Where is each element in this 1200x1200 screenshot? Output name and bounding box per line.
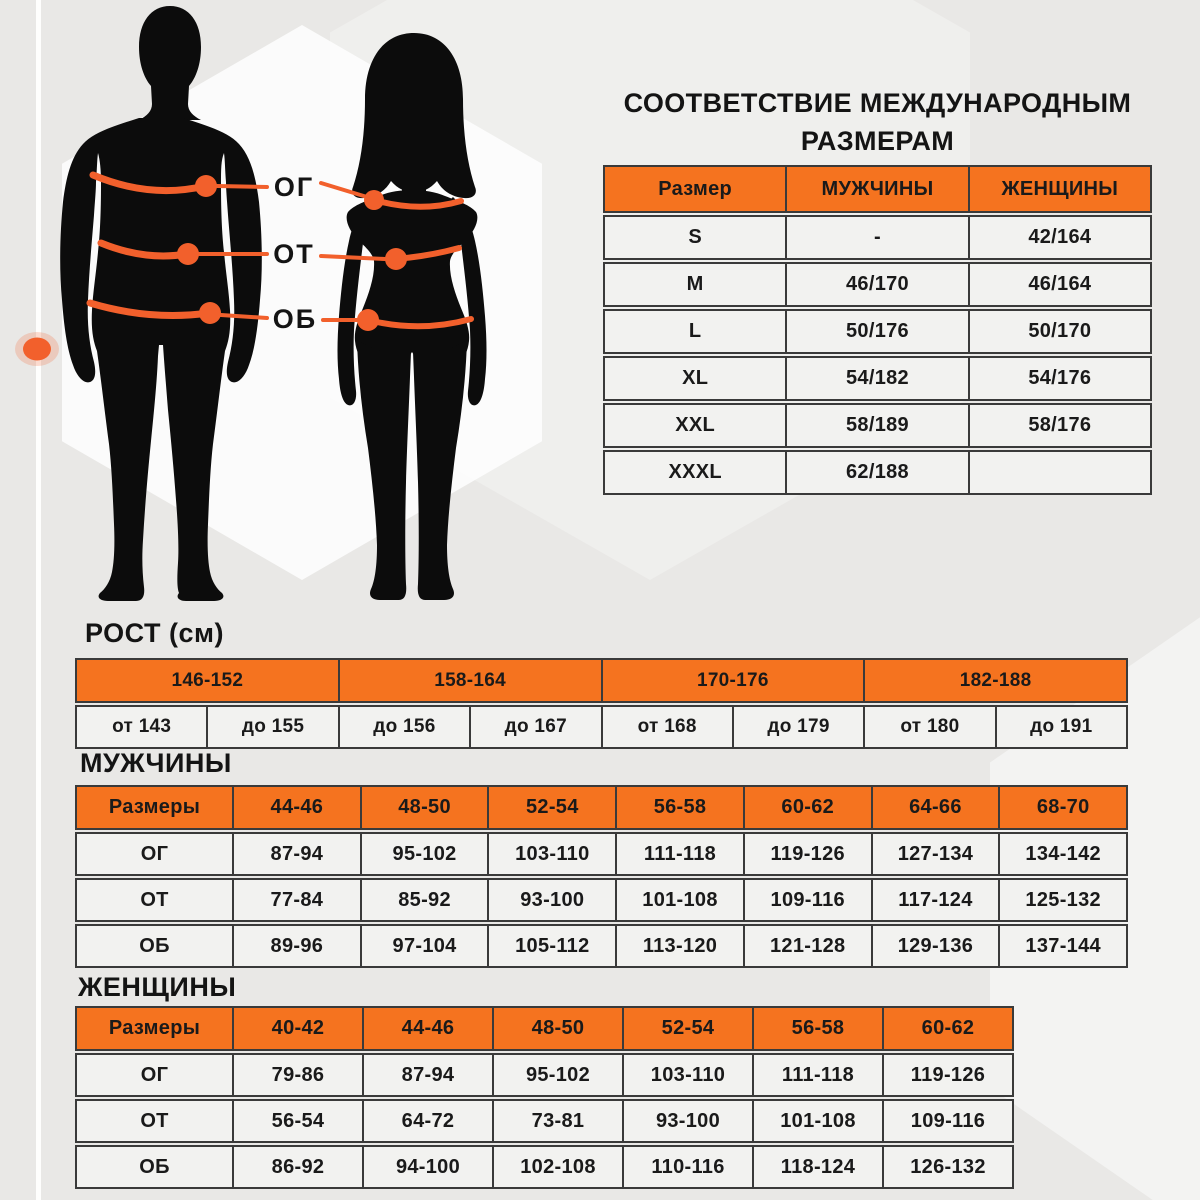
value-cell: 54/182 (785, 356, 969, 401)
size-header-cell: 64-66 (871, 785, 1001, 830)
height-section-title: РОСТ (см) (85, 618, 224, 648)
table-row (603, 450, 1152, 495)
table-row (75, 1053, 1014, 1097)
women-section-title: ЖЕНЩИНЫ (78, 972, 237, 1002)
table-header-row (75, 785, 1128, 830)
waist-dot-male (177, 243, 199, 265)
height-range-cell: 170-176 (601, 658, 866, 703)
intl-title-line2: РАЗМЕРАМ (800, 126, 955, 156)
value-cell: - (785, 215, 969, 260)
men-section-title: МУЖЧИНЫ (80, 748, 232, 778)
value-cell: 113-120 (615, 924, 745, 968)
size-header-cell: 40-42 (232, 1006, 364, 1051)
height-bound-cell: до 179 (732, 705, 865, 749)
value-cell: 58/189 (785, 403, 969, 448)
value-cell: 86-92 (232, 1145, 364, 1189)
value-cell: 97-104 (360, 924, 490, 968)
value-cell: 103-110 (622, 1053, 754, 1097)
table-row (603, 262, 1152, 307)
table-header-cell: Размер (603, 165, 787, 213)
value-cell: 79-86 (232, 1053, 364, 1097)
intl-title-line1: СООТВЕТСТВИЕ МЕЖДУНАРОДНЫМ (623, 88, 1132, 118)
value-cell: 118-124 (752, 1145, 884, 1189)
value-cell: 117-124 (871, 878, 1001, 922)
waist-label: ОТ (273, 239, 315, 269)
measurement-diagram (0, 0, 560, 615)
men-size-table (75, 785, 1128, 968)
size-header-cell: 52-54 (622, 1006, 754, 1051)
measure-label-cell: ОТ (75, 1099, 234, 1143)
height-bound-cell: до 167 (469, 705, 602, 749)
table-row (75, 1099, 1014, 1143)
size-header-cell: 56-58 (752, 1006, 884, 1051)
table-row (75, 1145, 1014, 1189)
size-cell: XL (603, 356, 787, 401)
value-cell: 119-126 (743, 832, 873, 876)
measure-label-cell: ОБ (75, 924, 234, 968)
measure-label-cell: ОГ (75, 1053, 234, 1097)
value-cell: 126-132 (882, 1145, 1014, 1189)
measure-label-cell: ОБ (75, 1145, 234, 1189)
height-bound-cell: до 155 (206, 705, 339, 749)
table-row (603, 309, 1152, 354)
value-cell: 129-136 (871, 924, 1001, 968)
value-cell: 50/176 (785, 309, 969, 354)
height-bound-cell: от 143 (75, 705, 208, 749)
table-row (603, 403, 1152, 448)
table-row (75, 832, 1128, 876)
intl-title (603, 84, 1152, 160)
measure-label-cell: ОГ (75, 832, 234, 876)
height-bound-cell: до 191 (995, 705, 1128, 749)
corner-header-cell: Размеры (75, 785, 234, 830)
value-cell: 101-108 (615, 878, 745, 922)
size-header-cell: 48-50 (492, 1006, 624, 1051)
accent-dot (15, 332, 59, 366)
height-table (75, 658, 1128, 749)
value-cell: 46/170 (785, 262, 969, 307)
table-row (75, 705, 1128, 749)
height-bound-cell: от 180 (863, 705, 996, 749)
size-header-cell: 56-58 (615, 785, 745, 830)
value-cell: 77-84 (232, 878, 362, 922)
height-range-cell: 146-152 (75, 658, 340, 703)
value-cell: 102-108 (492, 1145, 624, 1189)
value-cell: 46/164 (968, 262, 1152, 307)
size-cell: M (603, 262, 787, 307)
table-header-row (603, 165, 1152, 213)
value-cell: 125-132 (998, 878, 1128, 922)
value-cell: 87-94 (232, 832, 362, 876)
value-cell: 62/188 (785, 450, 969, 495)
value-cell: 94-100 (362, 1145, 494, 1189)
size-cell: XXL (603, 403, 787, 448)
corner-header-cell: Размеры (75, 1006, 234, 1051)
value-cell: 119-126 (882, 1053, 1014, 1097)
height-bound-cell: от 168 (601, 705, 734, 749)
value-cell: 89-96 (232, 924, 362, 968)
value-cell: 101-108 (752, 1099, 884, 1143)
value-cell: 56-54 (232, 1099, 364, 1143)
height-bound-cell: до 156 (338, 705, 471, 749)
table-header-cell: ЖЕНЩИНЫ (968, 165, 1152, 213)
chest-label: ОГ (273, 172, 315, 202)
value-cell: 87-94 (362, 1053, 494, 1097)
value-cell: 110-116 (622, 1145, 754, 1189)
table-row (75, 878, 1128, 922)
chest-connector-left (217, 186, 267, 187)
value-cell: 137-144 (998, 924, 1128, 968)
table-header-cell: МУЖЧИНЫ (785, 165, 969, 213)
value-cell: 105-112 (487, 924, 617, 968)
size-header-cell: 52-54 (487, 785, 617, 830)
size-header-cell: 48-50 (360, 785, 490, 830)
value-cell: 111-118 (752, 1053, 884, 1097)
intl-size-table (603, 165, 1152, 495)
size-cell: L (603, 309, 787, 354)
value-cell: 64-72 (362, 1099, 494, 1143)
value-cell: 42/164 (968, 215, 1152, 260)
table-header-row (75, 658, 1128, 703)
size-header-cell: 44-46 (232, 785, 362, 830)
height-range-cell: 182-188 (863, 658, 1128, 703)
value-cell: 93-100 (622, 1099, 754, 1143)
size-cell: XXXL (603, 450, 787, 495)
table-row (75, 924, 1128, 968)
value-cell: 95-102 (360, 832, 490, 876)
hips-dot-male (199, 302, 221, 324)
size-cell: S (603, 215, 787, 260)
value-cell: 85-92 (360, 878, 490, 922)
table-row (603, 356, 1152, 401)
value-cell (968, 450, 1152, 495)
value-cell: 73-81 (492, 1099, 624, 1143)
women-size-table (75, 1006, 1014, 1189)
value-cell: 54/176 (968, 356, 1152, 401)
value-cell: 121-128 (743, 924, 873, 968)
size-header-cell: 60-62 (743, 785, 873, 830)
size-header-cell: 44-46 (362, 1006, 494, 1051)
table-row (603, 215, 1152, 260)
value-cell: 93-100 (487, 878, 617, 922)
table-header-row (75, 1006, 1014, 1051)
value-cell: 50/170 (968, 309, 1152, 354)
chest-dot-male (195, 175, 217, 197)
value-cell: 95-102 (492, 1053, 624, 1097)
size-header-cell: 60-62 (882, 1006, 1014, 1051)
value-cell: 109-116 (882, 1099, 1014, 1143)
value-cell: 58/176 (968, 403, 1152, 448)
measure-label-cell: ОТ (75, 878, 234, 922)
hips-label: ОБ (272, 304, 318, 334)
height-range-cell: 158-164 (338, 658, 603, 703)
value-cell: 134-142 (998, 832, 1128, 876)
value-cell: 103-110 (487, 832, 617, 876)
value-cell: 127-134 (871, 832, 1001, 876)
value-cell: 111-118 (615, 832, 745, 876)
value-cell: 109-116 (743, 878, 873, 922)
size-header-cell: 68-70 (998, 785, 1128, 830)
